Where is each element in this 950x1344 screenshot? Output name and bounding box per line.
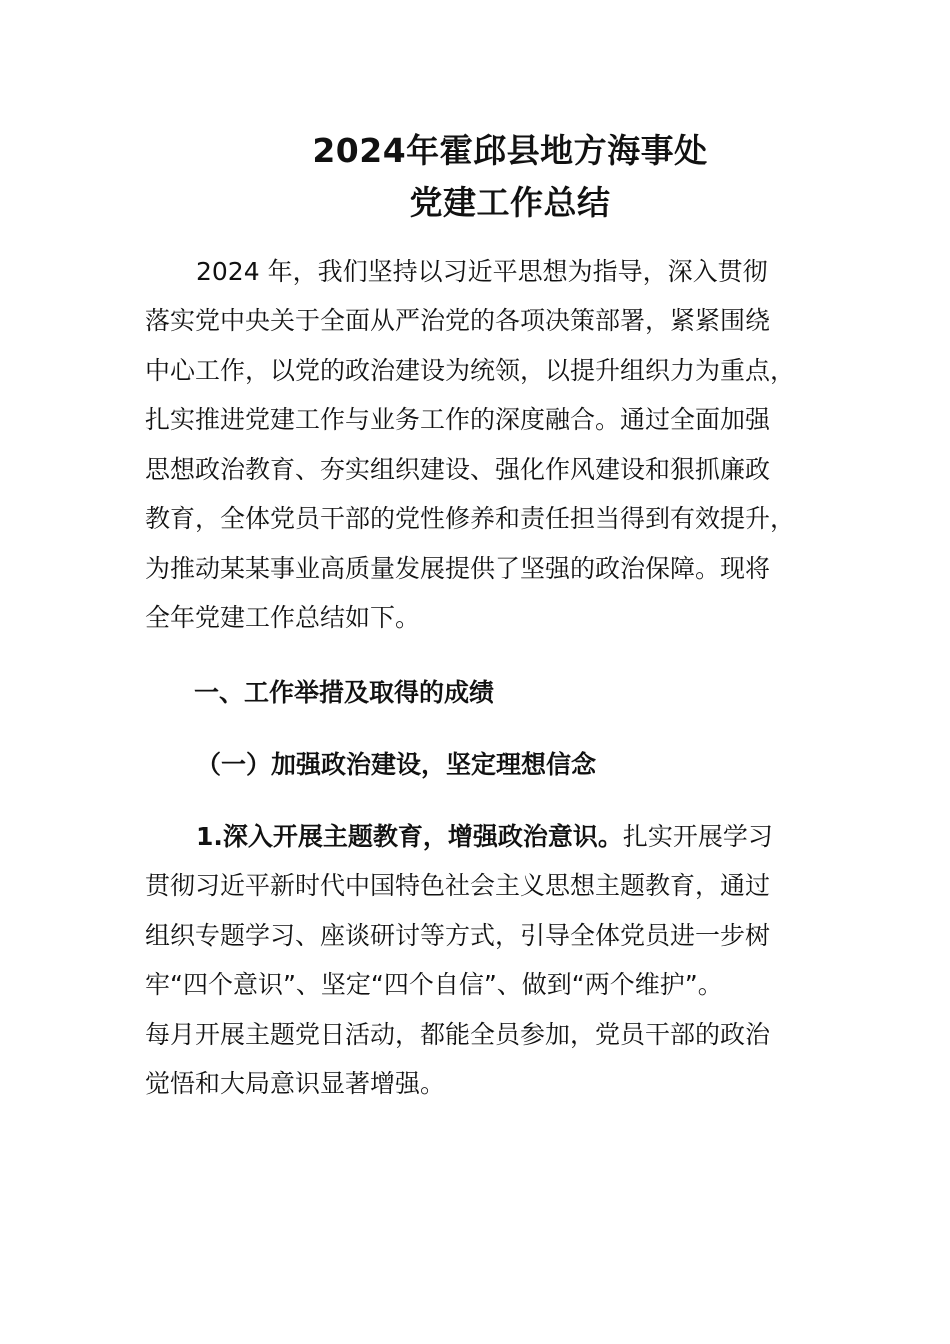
document-title-line-1: 2024年霍邱县地方海事处: [312, 131, 708, 170]
item-1-line-5: 每月开展主题党日活动，都能全员参加，党员干部的政治: [145, 1020, 771, 1049]
intro-line-8: 全年党建工作总结如下。: [145, 603, 421, 632]
item-1-line-3: 组织专题学习、座谈研讨等方式，引导全体党员进一步树: [145, 921, 771, 950]
intro-line-1: 2024 年，我们坚持以习近平思想为指导，深入贯彻: [196, 257, 768, 286]
intro-line-7: 为推动某某事业高质量发展提供了坚强的政治保障。现将: [145, 554, 771, 583]
item-1-line-6: 觉悟和大局意识显著增强。: [145, 1069, 446, 1098]
section-1-heading: 一、工作举措及取得的成绩: [194, 678, 495, 707]
item-1-line-4: 牢“四个意识”、坚定“四个自信”、做到“两个维护”。: [145, 970, 723, 999]
intro-line-2: 落实党中央关于全面从严治党的各项决策部署，紧紧围绕: [145, 306, 771, 335]
intro-line-3: 中心工作，以党的政治建设为统领，以提升组织力为重点，: [145, 356, 796, 385]
intro-line-4: 扎实推进党建工作与业务工作的深度融合。通过全面加强: [145, 405, 771, 434]
intro-line-6: 教育，全体党员干部的党性修养和责任担当得到有效提升，: [145, 504, 796, 533]
item-1-line-2: 贯彻习近平新时代中国特色社会主义思想主题教育，通过: [145, 871, 771, 900]
item-1-first-line: [196, 817, 773, 857]
item-1-first-line-rest: 扎实开展学习: [622, 822, 773, 851]
subsection-1-heading: （一）加强政治建设，坚定理想信念: [196, 750, 597, 779]
item-1-bold-lead: 1.深入开展主题教育，增强政治意识。: [196, 822, 623, 851]
document-title-line-2: 党建工作总结: [409, 183, 611, 222]
intro-line-5: 思想政治教育、夯实组织建设、强化作风建设和狠抓廉政: [145, 455, 771, 484]
